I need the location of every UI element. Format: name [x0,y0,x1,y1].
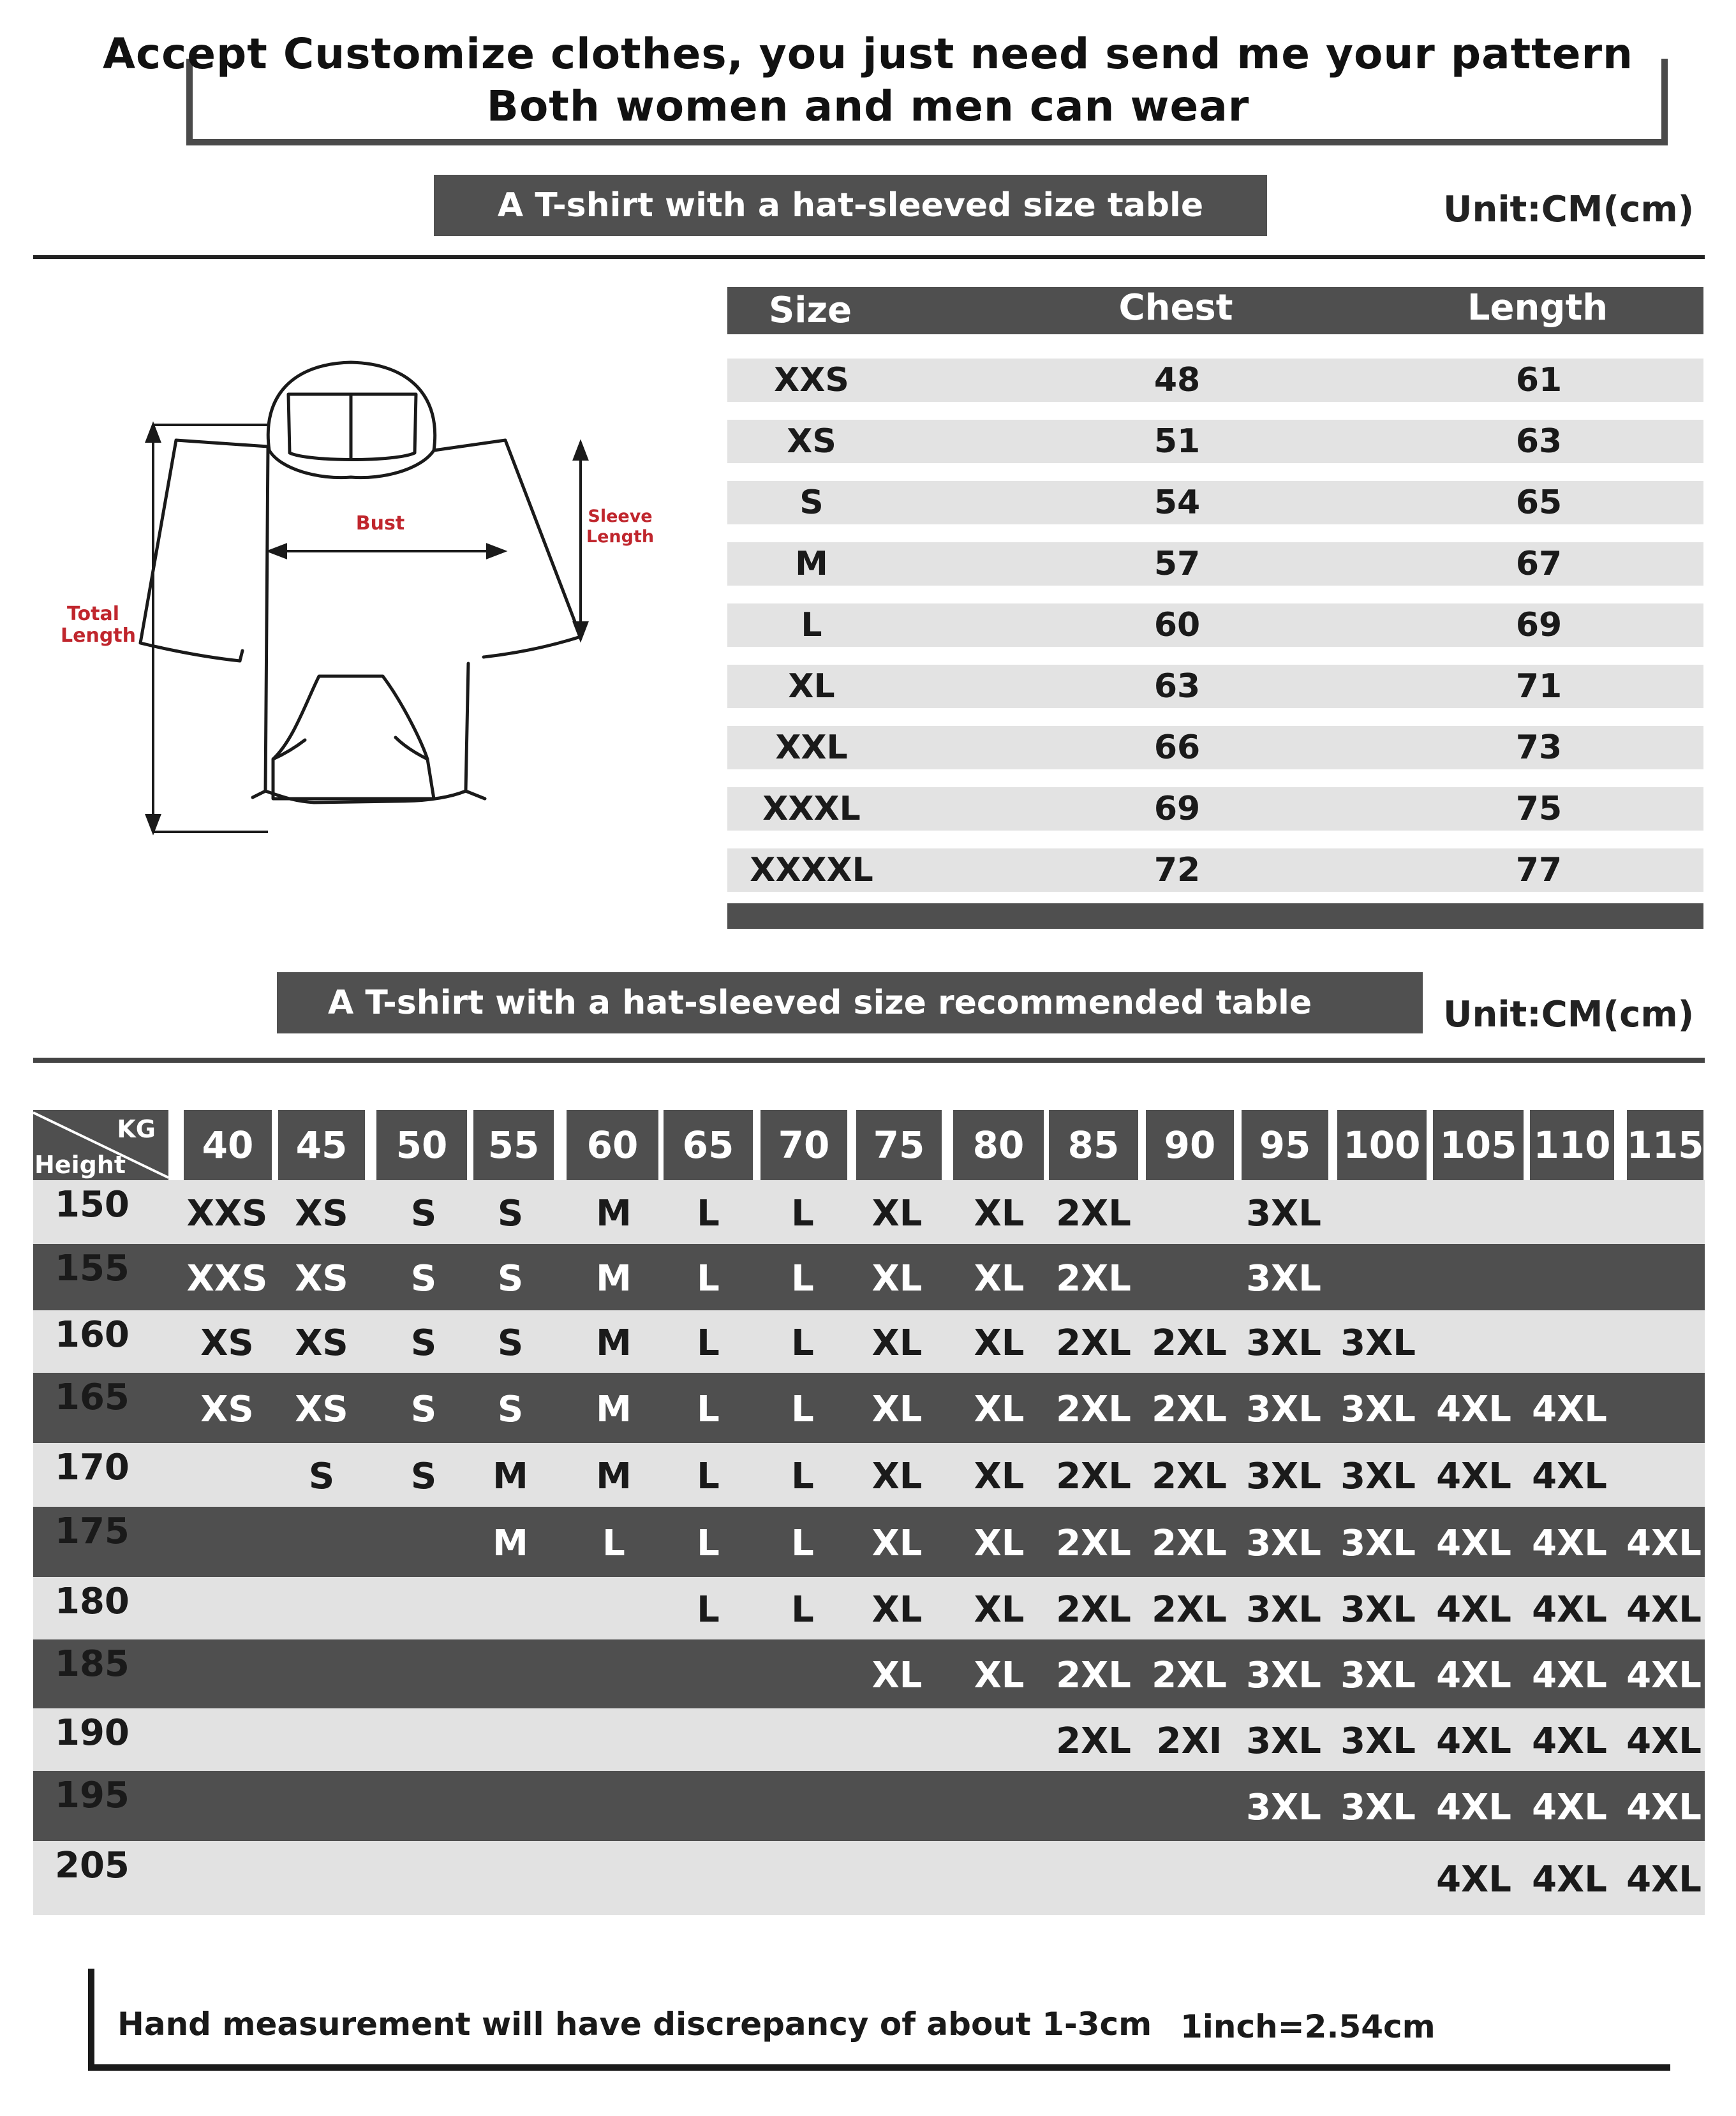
size-recommendation-cell: XL [974,1322,1025,1364]
size-recommendation-cell: L [602,1523,625,1564]
chest-cell: 69 [1154,790,1201,828]
size-recommendation-cell: 4XL [1532,1456,1607,1497]
weight-header-cell: 95 [1242,1110,1328,1180]
size-recommendation-cell: 3XL [1246,1193,1321,1234]
size-recommendation-cell: 4XL [1626,1787,1702,1828]
size-recommendation-cell: XL [974,1258,1025,1299]
table-row [727,420,1703,463]
size-recommendation-cell: 3XL [1340,1589,1416,1631]
size-recommendation-cell: 2XL [1152,1389,1227,1430]
table-row [727,726,1703,769]
size-recommendation-cell: S [410,1193,437,1234]
size-recommendation-cell: XL [974,1389,1025,1430]
corner-kg-label: KG [117,1115,156,1143]
size-recommendation-cell: L [697,1456,720,1497]
size-recommendation-cell: 4XL [1532,1389,1607,1430]
size-recommendation-cell: XXS [186,1258,268,1299]
table-row [33,1771,1705,1841]
size-recommendation-cell: 2XL [1152,1655,1227,1696]
size-recommendation-cell: L [697,1523,720,1564]
size-recommendation-cell: 4XL [1532,1655,1607,1696]
size-recommendation-cell: S [410,1322,437,1364]
height-cell: 190 [55,1712,130,1754]
size-recommendation-cell: M [596,1456,632,1497]
size-recommendation-cell: 4XL [1436,1456,1511,1497]
size-recommendation-cell: XL [872,1389,923,1430]
divider [33,1058,1705,1063]
size-recommendation-cell: M [493,1523,528,1564]
height-cell: 195 [55,1775,130,1816]
table-corner [33,1110,168,1180]
table-row [33,1841,1705,1915]
height-cell: 180 [55,1581,130,1622]
height-cell: 160 [55,1314,130,1356]
length-cell: 73 [1515,729,1562,767]
table-row [33,1244,1705,1310]
table-row [727,542,1703,586]
size-recommendation-cell: 2XL [1152,1523,1227,1564]
size-cell: XXXL [762,790,861,828]
size-recommendation-cell: XL [872,1523,923,1564]
weight-header-cell: 80 [953,1110,1044,1180]
weight-header-cell: 50 [376,1110,467,1180]
size-recommendation-cell: XL [974,1655,1025,1696]
length-cell: 67 [1515,545,1562,583]
size-recommendation-cell: L [791,1193,814,1234]
chest-cell: 54 [1154,484,1201,522]
table-row [33,1180,1705,1244]
size-recommendation-cell: 3XL [1340,1787,1416,1828]
table-row [33,1443,1705,1507]
size-recommendation-cell: S [308,1456,335,1497]
height-cell: 165 [55,1377,130,1418]
weight-header-cell: 105 [1433,1110,1524,1180]
size-cell: XXS [774,361,849,399]
table-row [33,1639,1705,1708]
size-recommendation-cell: 3XL [1340,1523,1416,1564]
weight-header-cell: 90 [1146,1110,1234,1180]
size-recommendation-cell: L [697,1322,720,1364]
size-recommendation-cell: 4XL [1626,1720,1702,1762]
table-row [33,1507,1705,1577]
size-recommendation-cell: L [791,1258,814,1299]
size-recommendation-cell: 4XL [1626,1655,1702,1696]
sleeve-label-1: Sleeve [588,507,653,526]
header-line-2: Both women and men can wear [486,82,1250,131]
chest-cell: 63 [1154,667,1201,706]
inch-conversion: 1inch=2.54cm [1180,2008,1436,2045]
size-cell: XL [788,667,835,706]
size-recommendation-cell: XL [872,1589,923,1631]
size-recommendation-cell: 3XL [1340,1389,1416,1430]
height-cell: 175 [55,1511,130,1552]
height-cell: 185 [55,1643,130,1685]
chest-cell: 57 [1154,545,1201,583]
size-recommendation-cell: S [497,1322,524,1364]
size-recommendation-cell: L [791,1589,814,1631]
weight-header-cell: 115 [1627,1110,1703,1180]
size-recommendation-cell: L [697,1193,720,1234]
height-cell: 150 [55,1184,130,1225]
size-recommendation-cell: XS [295,1258,348,1299]
size-recommendation-cell: 4XL [1436,1787,1511,1828]
size-recommendation-cell: 3XL [1340,1655,1416,1696]
size-recommendation-cell: 4XL [1532,1720,1607,1762]
size-recommendation-cell: 4XL [1436,1655,1511,1696]
chest-cell: 51 [1154,422,1201,461]
corner-height-label: Height [34,1151,126,1179]
length-cell: 77 [1515,851,1562,889]
size-recommendation-cell: 3XL [1246,1720,1321,1762]
length-cell: 65 [1515,484,1562,522]
size-recommendation-cell: S [497,1389,524,1430]
size-recommendation-cell: L [791,1523,814,1564]
size-recommendation-cell: 3XL [1246,1787,1321,1828]
weight-header-cell: 45 [278,1110,365,1180]
size-recommendation-cell: XL [974,1193,1025,1234]
total-length-label-1: Total [67,603,119,625]
length-cell: 75 [1515,790,1562,828]
column-length: Length [1467,287,1608,329]
size-recommendation-cell: S [497,1193,524,1234]
size-recommendation-cell: 2XL [1056,1322,1131,1364]
size-recommendation-cell: 4XL [1626,1589,1702,1631]
size-recommendation-cell: 2XL [1056,1655,1131,1696]
length-cell: 63 [1515,422,1562,461]
size-recommendation-cell: XS [295,1193,348,1234]
size-recommendation-cell: 4XL [1436,1589,1511,1631]
size-recommendation-cell: 2XL [1056,1589,1131,1631]
table-row [33,1577,1705,1639]
weight-header-cell: 55 [473,1110,554,1180]
size-recommendation-cell: 4XL [1532,1787,1607,1828]
chest-cell: 60 [1154,606,1201,644]
size-recommendation-cell: 2XL [1152,1456,1227,1497]
size-cell: M [795,545,828,583]
size-recommendation-cell: M [596,1193,632,1234]
height-cell: 155 [55,1248,130,1289]
size-recommendation-cell: 3XL [1246,1589,1321,1631]
size-recommendation-cell: 2XL [1056,1456,1131,1497]
size-recommendation-cell: XL [872,1193,923,1234]
size-recommendation-cell: XS [200,1389,254,1430]
size-recommendation-cell: XS [200,1322,254,1364]
size-recommendation-cell: 4XL [1626,1523,1702,1564]
size-recommendation-cell: 2XL [1056,1193,1131,1234]
size-cell: S [799,484,824,522]
size-recommendation-cell: 2XL [1152,1589,1227,1631]
size-recommendation-cell: 3XL [1340,1456,1416,1497]
weight-header-cell: 100 [1337,1110,1427,1180]
size-recommendation-cell: 2XL [1152,1322,1227,1364]
size-recommendation-cell: S [410,1456,437,1497]
table-row [727,481,1703,524]
sleeve-label-2: Length [586,527,655,547]
size-recommendation-cell: XL [872,1322,923,1364]
size-recommendation-cell: XL [974,1456,1025,1497]
size-recommendation-cell: 2XL [1056,1523,1131,1564]
size-recommendation-cell: XL [872,1456,923,1497]
size-cell: XS [787,422,836,461]
divider [33,255,1705,259]
size-table-header [727,287,1703,334]
size-table-unit: Unit:CM(cm) [1443,189,1695,230]
size-recommendation-cell: L [697,1258,720,1299]
size-recommendation-cell: 4XL [1532,1859,1607,1900]
height-cell: 170 [55,1447,130,1488]
size-recommendation-cell: 4XL [1436,1720,1511,1762]
size-recommendation-cell: S [410,1258,437,1299]
size-recommendation-cell: M [596,1322,632,1364]
size-recommendation-cell: 3XL [1246,1655,1321,1696]
size-recommendation-cell: 2XL [1056,1720,1131,1762]
chest-cell: 72 [1154,851,1201,889]
recommend-table-unit: Unit:CM(cm) [1443,994,1695,1035]
size-recommendation-cell: S [410,1389,437,1430]
total-length-label-2: Length [61,625,136,647]
table-row [33,1373,1705,1443]
size-recommendation-cell: 3XL [1340,1322,1416,1364]
size-recommendation-cell: 3XL [1246,1456,1321,1497]
size-recommendation-cell: XL [974,1523,1025,1564]
weight-header-cell: 85 [1049,1110,1138,1180]
size-cell: L [801,606,822,644]
size-recommendation-cell: XS [295,1322,348,1364]
length-cell: 61 [1515,361,1562,399]
weight-header-cell: 60 [567,1110,658,1180]
size-cell: XXXXL [750,851,873,889]
chest-cell: 48 [1154,361,1201,399]
size-recommendation-cell: 3XL [1246,1258,1321,1299]
size-recommendation-cell: M [596,1258,632,1299]
hoodie-diagram [51,344,676,855]
size-table-title: A T-shirt with a hat-sleeved size table [434,175,1267,236]
size-recommendation-cell: 3XL [1340,1720,1416,1762]
length-cell: 71 [1515,667,1562,706]
size-recommendation-cell: 4XL [1436,1859,1511,1900]
size-table-footer-bar [727,903,1703,929]
length-cell: 69 [1515,606,1562,644]
size-recommendation-cell: XS [295,1389,348,1430]
size-recommendation-cell: M [596,1389,632,1430]
size-recommendation-cell: 4XL [1626,1859,1702,1900]
column-chest: Chest [1118,287,1233,329]
chest-cell: 66 [1154,729,1201,767]
size-recommendation-cell: S [497,1258,524,1299]
weight-header-cell: 65 [664,1110,753,1180]
size-recommendation-cell: L [791,1389,814,1430]
header-line-1: Accept Customize clothes, you just need send me your pattern [102,29,1634,78]
table-row [727,787,1703,831]
height-cell: 205 [55,1845,130,1886]
size-recommendation-cell: L [697,1589,720,1631]
weight-header-cell: 70 [760,1110,847,1180]
size-recommendation-cell: XL [872,1655,923,1696]
recommend-table-title: A T-shirt with a hat-sleeved size recommended table [277,972,1423,1033]
table-row [727,603,1703,647]
size-recommendation-cell: M [493,1456,528,1497]
weight-header-cell: 40 [184,1110,272,1180]
size-recommendation-cell: 3XL [1246,1389,1321,1430]
measurement-note: Hand measurement will have discrepancy of about 1-3cm [117,2006,1152,2043]
size-recommendation-cell: 3XL [1246,1523,1321,1564]
size-recommendation-cell: XXS [186,1193,268,1234]
column-size: Size [768,290,852,331]
size-recommendation-cell: 3XL [1246,1322,1321,1364]
table-row [33,1708,1705,1771]
weight-header-cell: 75 [856,1110,942,1180]
size-recommendation-cell: 4XL [1532,1589,1607,1631]
size-recommendation-cell: XL [872,1258,923,1299]
weight-header-cell: 110 [1530,1110,1614,1180]
table-row [727,665,1703,708]
table-row [727,848,1703,892]
size-recommendation-cell: XL [974,1589,1025,1631]
table-row [33,1310,1705,1373]
size-recommendation-cell: 2XI [1156,1720,1222,1762]
size-cell: XXL [775,729,848,767]
size-recommendation-cell: L [791,1456,814,1497]
bust-label: Bust [355,512,405,535]
table-row [727,359,1703,402]
size-recommendation-cell: L [791,1322,814,1364]
size-recommendation-cell: 4XL [1436,1389,1511,1430]
size-recommendation-cell: 4XL [1436,1523,1511,1564]
size-recommendation-cell: 2XL [1056,1389,1131,1430]
size-recommendation-cell: 2XL [1056,1258,1131,1299]
size-recommendation-cell: L [697,1389,720,1430]
size-recommendation-cell: 4XL [1532,1523,1607,1564]
